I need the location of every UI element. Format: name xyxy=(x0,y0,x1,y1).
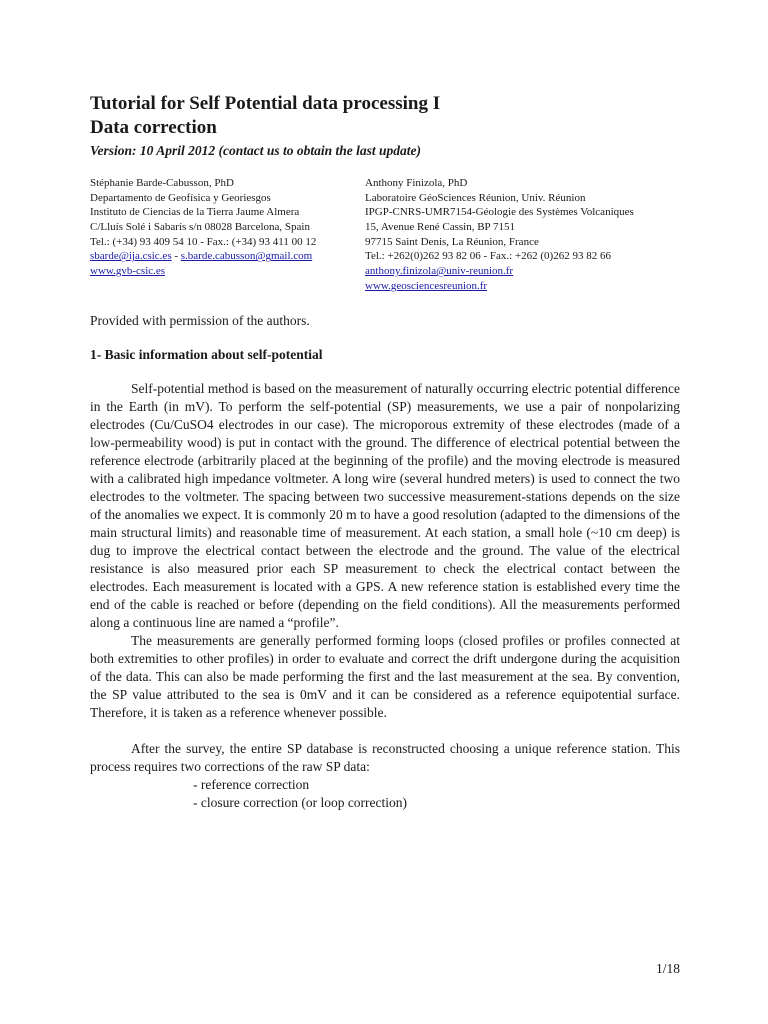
paragraph: The measurements are generally performed forming loops (closed profiles or profiles connected at both extremities to other profiles) in order to evaluate and correct the drift undergone during the acquisition of the data. This can also be made performing the first and the last measurement at the sea. By convention, the SP value attributed to the sea is 0mV and it can be considered as a reference equipotential surface. Therefore, it is taken as a reference whenever possible. xyxy=(90,633,680,720)
document-title-line2: Data correction xyxy=(90,117,217,138)
list-item-closure-correction: - closure correction (or loop correction) xyxy=(193,795,408,810)
author-name: Anthony Finizola, PhD xyxy=(365,177,468,189)
permission-note: Provided with permission of the authors. xyxy=(90,313,310,328)
website-link[interactable]: www.geosciencesreunion.fr xyxy=(365,279,488,292)
author-emails xyxy=(90,249,316,264)
author-institute: Instituto de Ciencias de la Tierra Jaume Almera xyxy=(90,206,300,219)
title-block xyxy=(90,92,690,160)
author-lab: Laboratoire GéoSciences Réunion, Univ. Réunion xyxy=(365,191,586,204)
paragraph: After the survey, the entire SP database is reconstructed choosing a unique reference station. This process requires two corrections of the raw SP data: xyxy=(90,741,680,774)
author-phone: Tel.: (+34) 93 409 54 10 - Fax.: (+34) 93 411 00 12 xyxy=(90,235,317,248)
page-number: 1/18 xyxy=(655,961,680,976)
website-link[interactable]: www.gvb-csic.es xyxy=(90,265,166,278)
body-text xyxy=(90,380,680,812)
author-phone: Tel.: +262(0)262 93 82 06 - Fax.: +262 (0)262 93 82 66 xyxy=(365,250,611,263)
email-link-alt[interactable]: s.barde.cabusson@gmail.com xyxy=(180,250,313,263)
author-left xyxy=(90,176,316,279)
email-link[interactable]: sbarde@ija.csic.es xyxy=(90,250,172,263)
author-name: Stéphanie Barde-Cabusson, PhD xyxy=(90,177,234,189)
author-address: C/Lluís Solé i Sabarís s/n 08028 Barcelona, Spain xyxy=(90,221,310,234)
author-unit: IPGP-CNRS-UMR7154-Géologie des Systèmes Volcaniques xyxy=(365,206,634,219)
document-title-line1: Tutorial for Self Potential data processing I xyxy=(90,93,441,114)
list-item-reference-correction: - reference correction xyxy=(193,777,310,792)
email-separator: - xyxy=(171,250,181,263)
email-link[interactable]: anthony.finizola@univ-reunion.fr xyxy=(365,265,514,278)
author-street: 15, Avenue René Cassin, BP 7151 xyxy=(365,221,516,234)
author-right xyxy=(365,176,634,294)
author-department: Departamento de Geofísica y Georiesgos xyxy=(90,191,271,204)
section-heading: 1- Basic information about self-potential xyxy=(90,347,323,362)
version-note: Version: 10 April 2012 (contact us to obtain the last update) xyxy=(90,143,422,158)
paragraph: Self-potential method is based on the measurement of naturally occurring electric potential difference in the Earth (in mV). To perform the self-potential (SP) measurements, we use a pair of nonpolarizing electrodes (Cu/CuSO4 electrodes in our case). The microporous extremity of these electrodes (made of a low-permeability wood) is put in contact with the ground. The difference of electrical potential between the reference electrode (arbitrarily placed at the beginning of the profile) and the moving electrode is measured with a calibrated high impedance voltmeter. A long wire (several hundred meters) is used to connect the two electrodes to the voltmeter. The spacing between two successive measurement-stations depends on the size of the anomalies we expect. It is commonly 20 m to have a good resolution (adapted to the dimensions of the main structural limits) and reasonable time of measurement. At each station, a small hole (~10 cm deep) is dug to improve the electrical contact between the electrode and the ground. The value of the electrical resistance is also measured prior each SP measurement to check the electrical contact between the electrodes. Each measurement is located with a GPS. A new reference station is established every time the end of the cable is reached or before (depending on the field conditions). All the measurements performed along a continuous line are named a “profile”. xyxy=(90,381,680,630)
author-city: 97715 Saint Denis, La Réunion, France xyxy=(365,235,539,248)
